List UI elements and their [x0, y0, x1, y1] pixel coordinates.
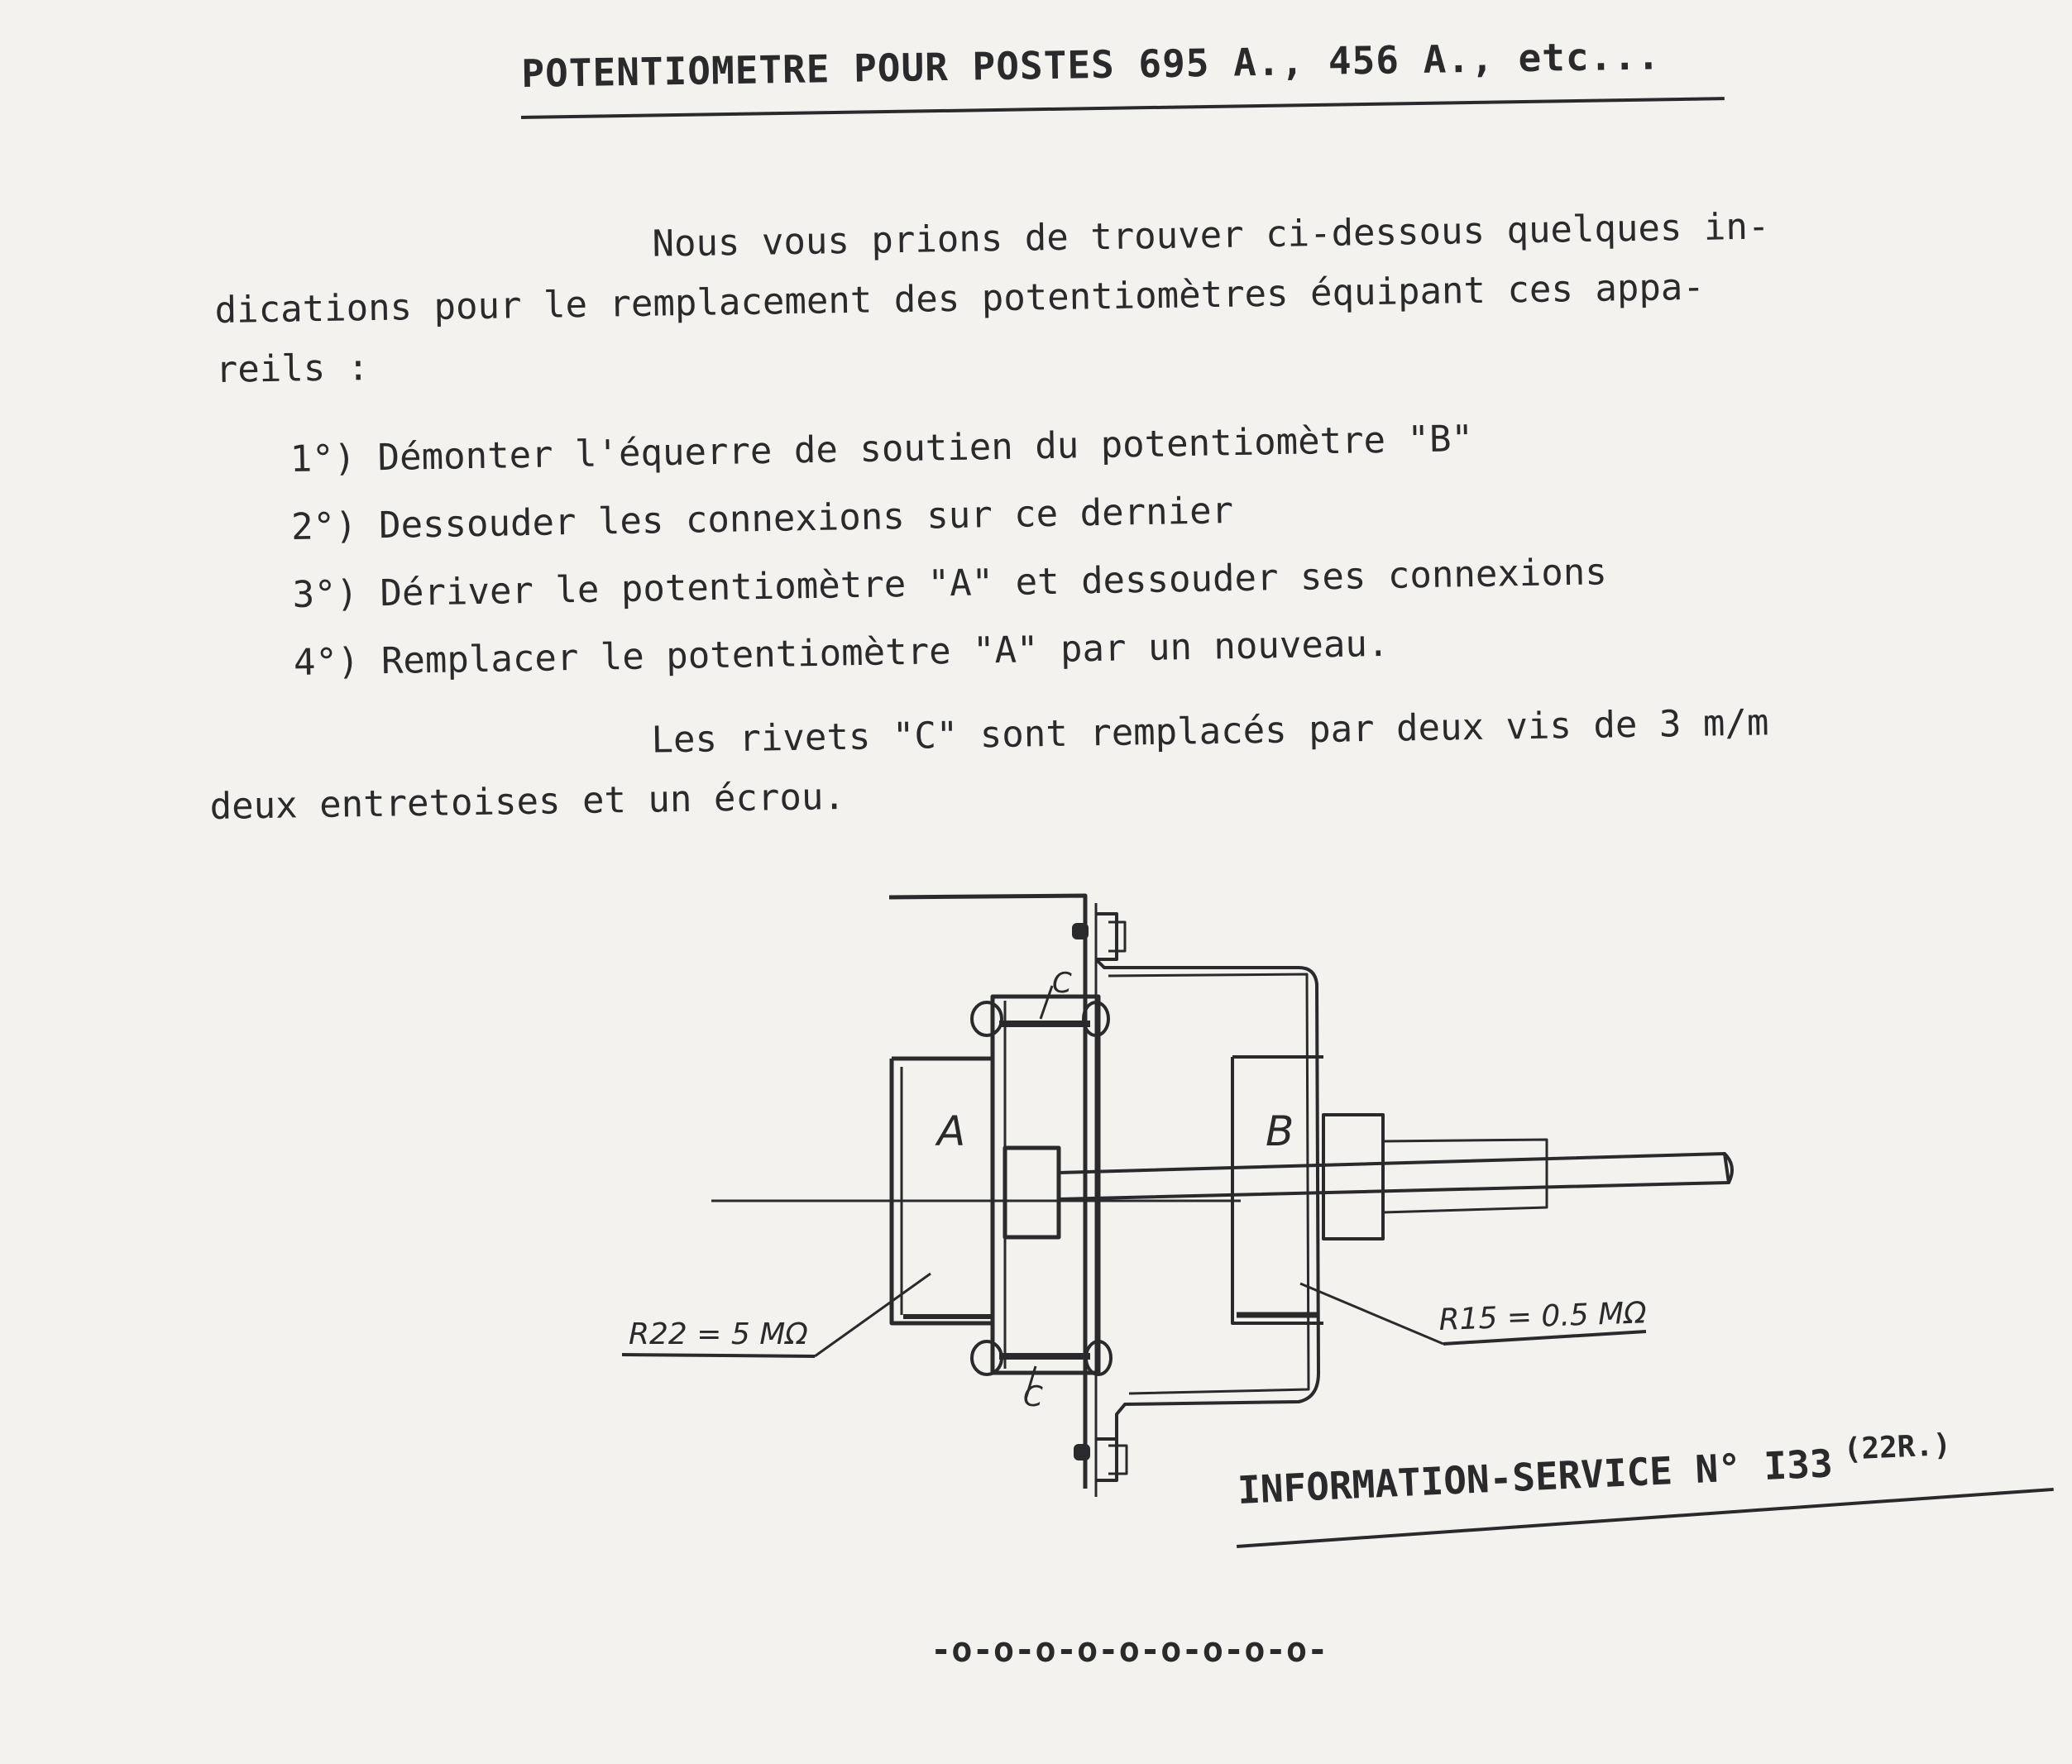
- note-line-1: Les rivets "C" sont remplacés par deux vis de 3 m/m: [651, 701, 1769, 762]
- label-b: B: [1266, 1107, 1294, 1155]
- step-item: 2°) Dessouder les connexions sur ce dernier: [290, 490, 1234, 548]
- end-marker: -o-o-o-o-o-o-o-o-o-: [931, 1629, 1328, 1670]
- support-bracket: [1096, 959, 1318, 1439]
- label-r15: R15 = 0.5 MΩ: [1438, 1296, 1648, 1337]
- intro-line-2: dications pour le remplacement des potentiomètres équipant ces appa-: [214, 265, 1706, 332]
- step-item: 1°) Démonter l'équerre de soutien du potentiomètre "B": [290, 418, 1474, 480]
- footer-ref: (22R.): [1842, 1427, 1952, 1467]
- step-item: 3°) Dériver le potentiomètre "A" et dessouder ses connexions: [292, 551, 1608, 616]
- rivet-c-top: [972, 1002, 1002, 1035]
- intro-line-1: Nous vous prions de trouver ci-dessous quelques in-: [652, 205, 1770, 265]
- label-r22: R22 = 5 MΩ: [629, 1317, 808, 1351]
- potentiometer-a-body: [892, 1059, 993, 1323]
- shaft: [1059, 1154, 1729, 1199]
- intro-line-3: reils :: [215, 347, 370, 391]
- document-title: POTENTIOMETRE POUR POSTES 695 A., 456 A., etc...: [521, 33, 1662, 96]
- step-item: 4°) Remplacer le potentiomètre "A" par un nouveau.: [293, 622, 1390, 684]
- footer-text: INFORMATION-SERVICE N° I33: [1237, 1441, 1834, 1513]
- label-a: A: [937, 1107, 966, 1155]
- label-c-top: C: [1052, 967, 1072, 1000]
- label-c-bottom: C: [1023, 1380, 1043, 1413]
- note-line-2: deux entretoises et un écrou.: [209, 775, 846, 828]
- potentiometer-b-body: [1232, 1057, 1323, 1323]
- rivet-c-bottom: [972, 1341, 1002, 1374]
